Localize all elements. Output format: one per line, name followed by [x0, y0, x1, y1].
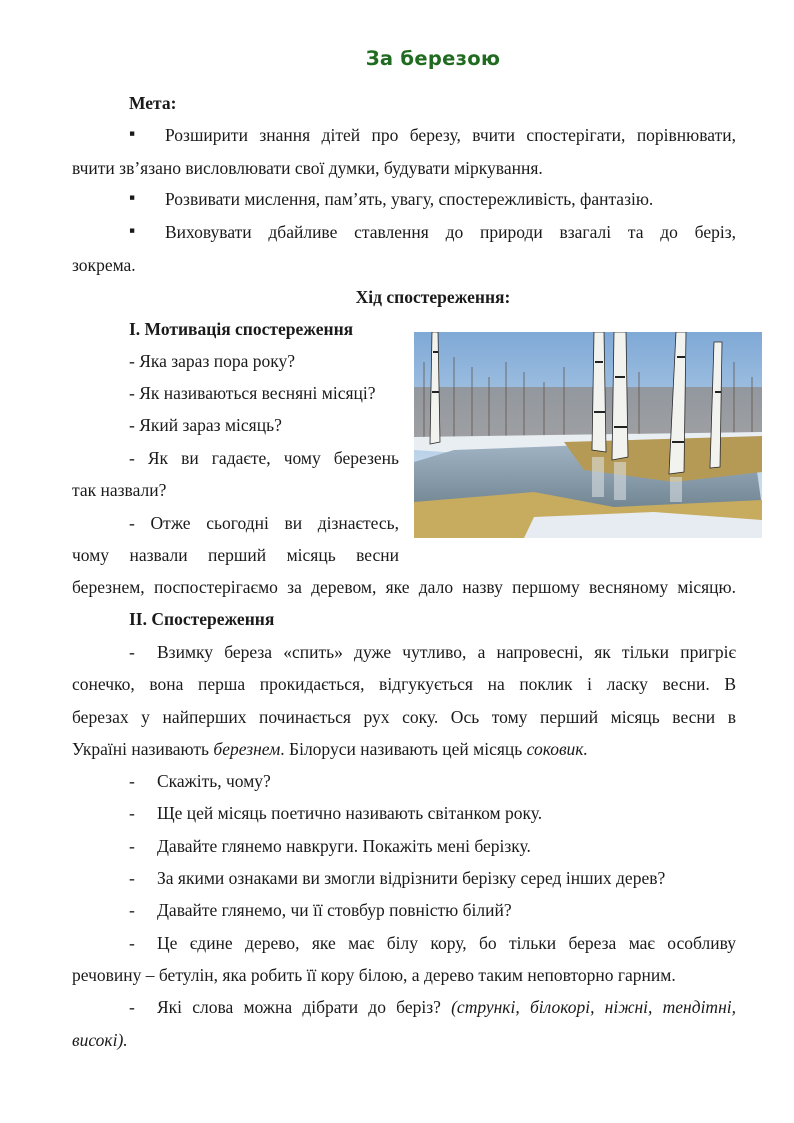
section2-item: Ще цей місяць поетично називають світанком року.	[157, 803, 543, 823]
section2-item: За якими ознаками ви змогли відрізнити берізку серед інших дерев?	[157, 868, 666, 888]
progress-heading: Хід спостереження:	[355, 287, 511, 307]
section1-line: - Як ви гадаєте, чому березень	[129, 448, 399, 468]
birch-forest-painting	[414, 332, 762, 538]
section2-heading: ІІ. Спостереження	[129, 609, 275, 629]
section2-p2-line2: речовину – бетулін, яка робить її кору білою, а дерево таким неповторно гарним.	[72, 965, 676, 985]
section2-p3-line1: Які слова можна дібрати до беріз? (стрункі, білокорі, ніжні, тендітні,	[157, 997, 736, 1017]
goal-bullet-3-line2: зокрема.	[72, 255, 136, 275]
section1-line: чому назвали перший місяць весни	[72, 545, 399, 565]
dash-marker: -	[129, 771, 135, 791]
section2-p1-line1: Взимку береза «спить» дуже чутливо, а напровесні, як тільки пригріє	[157, 642, 736, 662]
section2-p1-line4: Україні називають березнем. Білоруси називають цей місяць соковик.	[72, 739, 588, 759]
dash-marker: -	[129, 836, 135, 856]
section1-line: березнем, поспостерігаємо за деревом, яке дало назву першому весняному місяцю.	[72, 577, 736, 597]
section2-item: Давайте глянемо навкруги. Покажіть мені берізку.	[157, 836, 531, 856]
section1-line: - Який зараз місяць?	[129, 415, 282, 435]
dash-marker: -	[129, 868, 135, 888]
goal-bullet-1-line2: вчити зв’язано висловлювати свої думки, будувати міркування.	[72, 158, 543, 178]
section2-p2-line1: Це єдине дерево, яке має білу кору, бо тільки береза має особливу	[157, 933, 736, 953]
bullet-marker: ▪	[129, 187, 136, 207]
section1-line: - Яка зараз пора року?	[129, 351, 296, 371]
goal-bullet-3-line1: Виховувати дбайливе ставлення до природи взагалі та до беріз,	[165, 222, 736, 242]
dash-marker: -	[129, 997, 135, 1017]
section1-line: так назвали?	[72, 480, 167, 500]
painting-image	[414, 332, 762, 538]
section1-heading: І. Мотивація спостереження	[129, 319, 354, 339]
bullet-marker: ▪	[129, 220, 136, 240]
dash-marker: -	[129, 642, 135, 662]
document-title: За березою	[365, 47, 501, 70]
goal-label: Мета:	[129, 93, 177, 113]
section2-p3-line2: високі).	[72, 1030, 128, 1050]
section2-item: Давайте глянемо, чи її стовбур повністю білий?	[157, 900, 512, 920]
section2-item: Скажіть, чому?	[157, 771, 271, 791]
section1-line: - Отже сьогодні ви дізнаєтесь,	[129, 513, 399, 533]
goal-bullet-1-line1: Розширити знання дітей про березу, вчити спостерігати, порівнювати,	[165, 125, 736, 145]
section2-p1-line2: сонечко, вона перша прокидається, відгукується на поклик і ласку весни. В	[72, 674, 736, 694]
dash-marker: -	[129, 900, 135, 920]
section2-p1-line3: березах у найперших починається рух соку. Ось тому перший місяць весни в	[72, 707, 736, 727]
bullet-marker: ▪	[129, 123, 136, 143]
section1-line: - Як називаються весняні місяці?	[129, 383, 376, 403]
goal-bullet-2: Розвивати мислення, пам’ять, увагу, спостережливість, фантазію.	[165, 189, 654, 209]
dash-marker: -	[129, 803, 135, 823]
dash-marker: -	[129, 933, 135, 953]
